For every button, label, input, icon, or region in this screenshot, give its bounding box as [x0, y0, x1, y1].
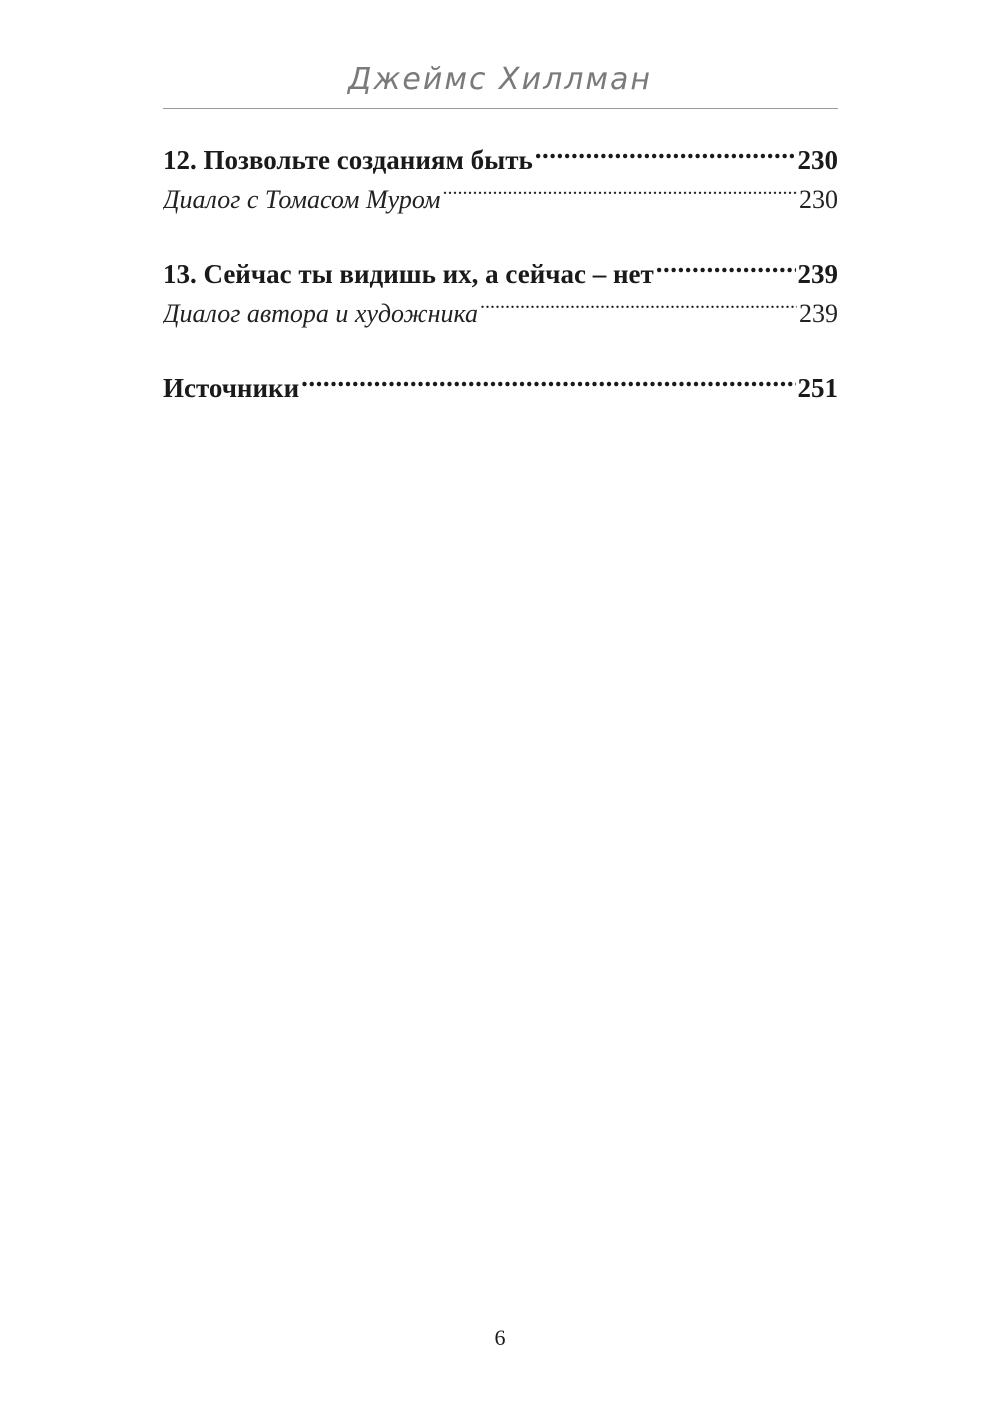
toc-subentry[interactable]: [163, 180, 838, 220]
toc-chapter-entry[interactable]: [163, 140, 838, 180]
dot-leader: [535, 142, 796, 169]
toc-entry-page: 230: [797, 145, 838, 175]
toc-entry-label: 13. Сейчас ты видишь их, а сейчас – нет: [163, 259, 654, 289]
toc-subentry[interactable]: [163, 294, 838, 334]
toc-entry-page: 239: [799, 299, 838, 328]
dot-leader: [301, 370, 795, 397]
toc-entry-label: 12. Позвольте созданиям быть: [163, 145, 533, 175]
toc-entry-label: Диалог с Томасом Муром: [163, 185, 441, 214]
dot-leader: [656, 256, 796, 283]
toc-entry-label: Источники: [163, 373, 300, 403]
table-of-contents: [163, 140, 838, 408]
running-head: Джеймс Хиллман: [347, 62, 653, 97]
dot-leader: [442, 182, 797, 208]
toc-entry-page: 251: [797, 373, 838, 403]
toc-chapter-entry[interactable]: [163, 254, 838, 294]
toc-entry-label: Диалог автора и художника: [163, 299, 479, 328]
dot-leader: [480, 296, 797, 322]
header-rule: [163, 108, 838, 109]
toc-entry-page: 230: [799, 185, 838, 214]
toc-chapter-entry[interactable]: [163, 368, 838, 408]
toc-entry-page: 239: [797, 259, 838, 289]
page-number: 6: [494, 1325, 506, 1350]
